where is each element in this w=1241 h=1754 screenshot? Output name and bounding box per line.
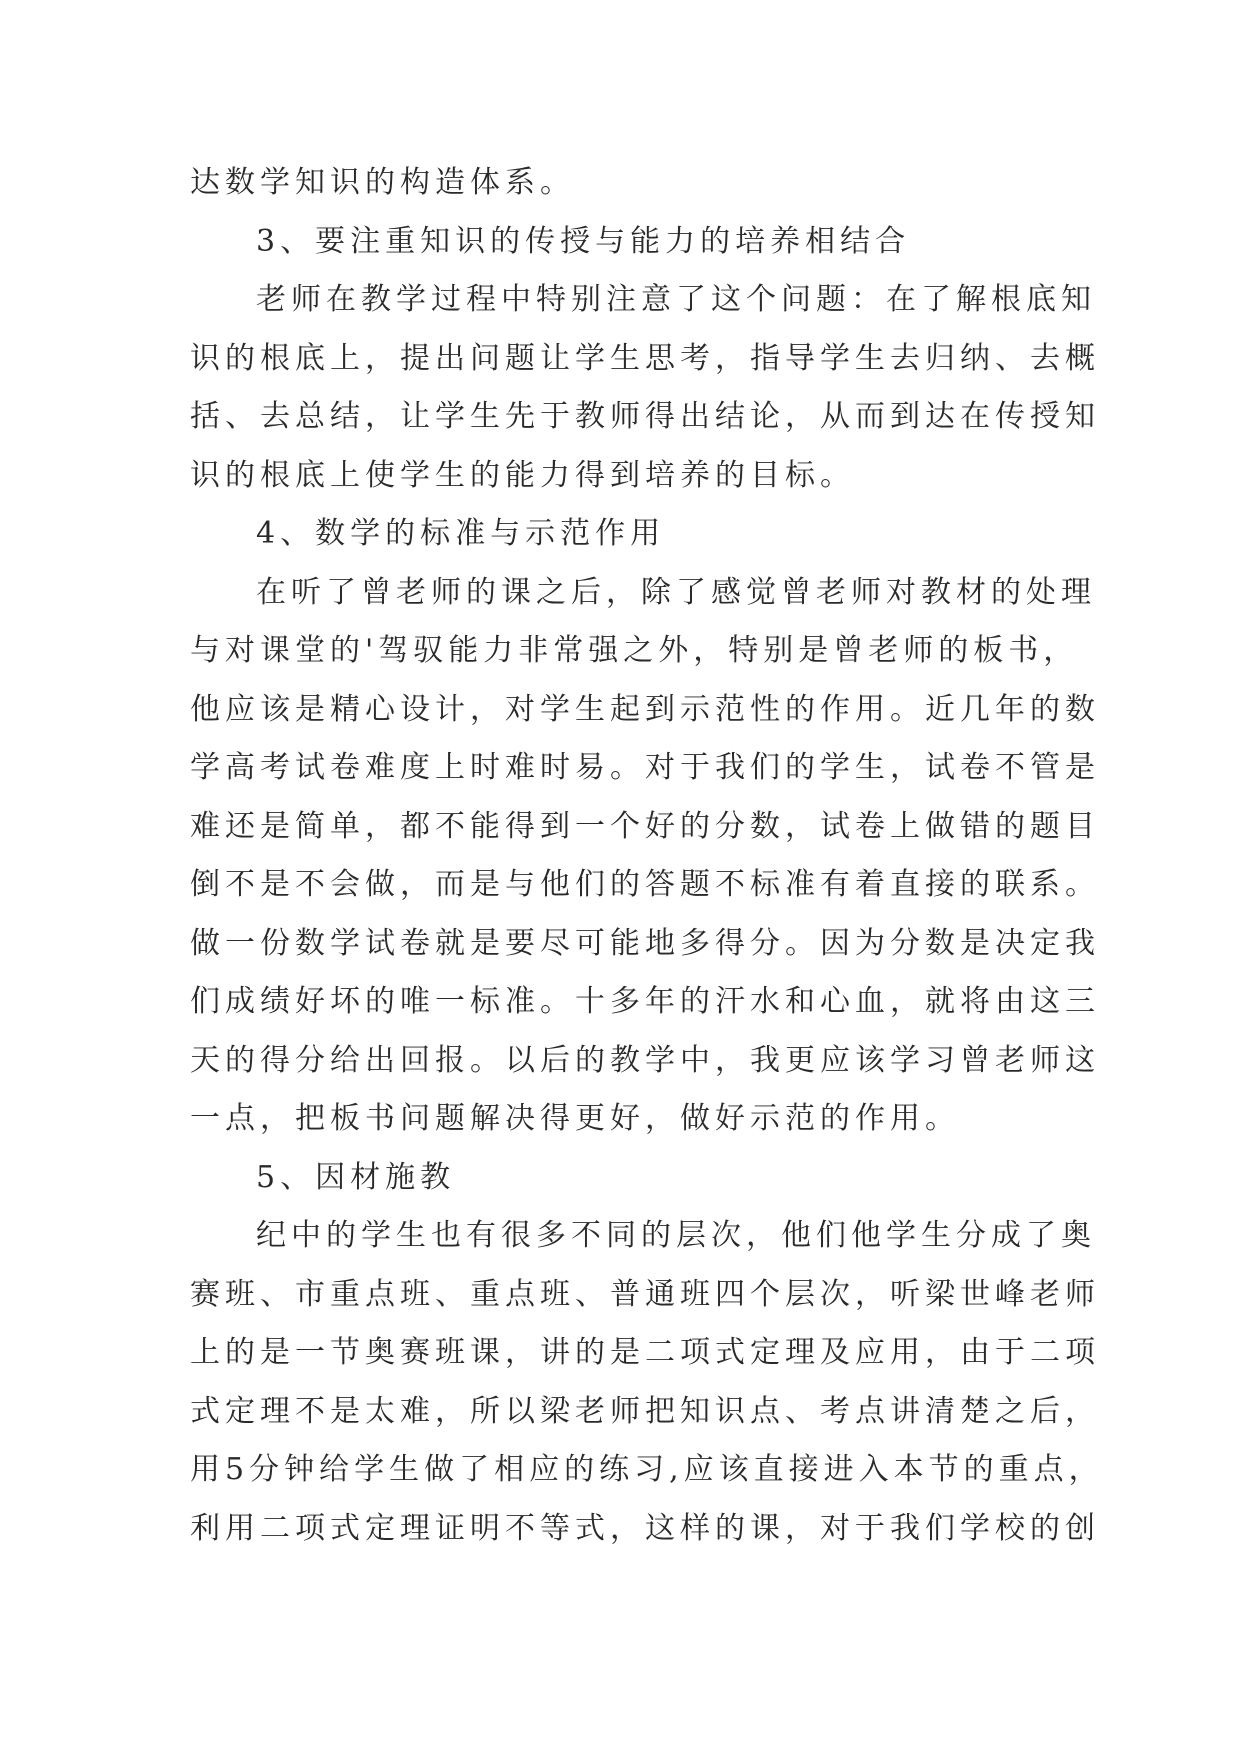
paragraph-line: 难还是简单，都不能得到一个好的分数，试卷上做错的题目 bbox=[190, 808, 1100, 844]
paragraph-line: 识的根底上使学生的能力得到培养的目标。 bbox=[190, 457, 855, 493]
paragraph-line: 天的得分给出回报。以后的教学中，我更应该学习曾老师这 bbox=[190, 1042, 1100, 1078]
paragraph-line: 纪中的学生也有很多不同的层次，他们他学生分成了奥 bbox=[256, 1218, 1096, 1253]
paragraph-line: 们成绩好坏的唯一标准。十多年的汗水和心血，就将由这三 bbox=[190, 984, 1100, 1019]
paragraph-line: 式定理不是太难，所以梁老师把知识点、考点讲清楚之后， bbox=[190, 1393, 1100, 1429]
section-heading-5: 5、因材施教 bbox=[256, 1159, 456, 1195]
paragraph-line: 与对课堂的'驾驭能力非常强之外，特别是曾老师的板书， bbox=[190, 633, 1079, 668]
paragraph-line: 赛班、市重点班、重点班、普通班四个层次，听梁世峰老师 bbox=[190, 1276, 1100, 1312]
paragraph-line: 利用二项式定理证明不等式，这样的课，对于我们学校的创 bbox=[190, 1510, 1100, 1546]
document-body bbox=[190, 154, 1104, 1558]
paragraph-line: 上的是一节奥赛班课，讲的是二项式定理及应用，由于二项 bbox=[190, 1335, 1100, 1370]
paragraph-line: 倒不是不会做，而是与他们的答题不标准有着直接的联系。 bbox=[190, 867, 1100, 902]
paragraph-line: 他应该是精心设计，对学生起到示范性的作用。近几年的数 bbox=[190, 691, 1100, 727]
section-heading-3: 3、要注重知识的传授与能力的培养相结合 bbox=[256, 223, 911, 259]
paragraph-line: 括、去总结，让学生先于教师得出结论，从而到达在传授知 bbox=[190, 399, 1100, 434]
paragraph-line: 老师在教学过程中特别注意了这个问题：在了解根底知 bbox=[256, 282, 1096, 317]
paragraph-line: 达数学知识的构造体系。 bbox=[190, 165, 575, 200]
paragraph-line: 用5分钟给学生做了相应的练习,应该直接进入本节的重点， bbox=[190, 1452, 1104, 1487]
paragraph-line: 学高考试卷难度上时难时易。对于我们的学生，试卷不管是 bbox=[190, 750, 1100, 785]
paragraph-line: 识的根底上，提出问题让学生思考，指导学生去归纳、去概 bbox=[190, 340, 1100, 376]
section-heading-4: 4、数学的标准与示范作用 bbox=[256, 516, 666, 551]
paragraph-line: 在听了曾老师的课之后，除了感觉曾老师对教材的处理 bbox=[256, 574, 1096, 610]
paragraph-line: 做一份数学试卷就是要尽可能地多得分。因为分数是决定我 bbox=[190, 925, 1100, 961]
paragraph-line: 一点，把板书问题解决得更好，做好示范的作用。 bbox=[190, 1101, 960, 1136]
